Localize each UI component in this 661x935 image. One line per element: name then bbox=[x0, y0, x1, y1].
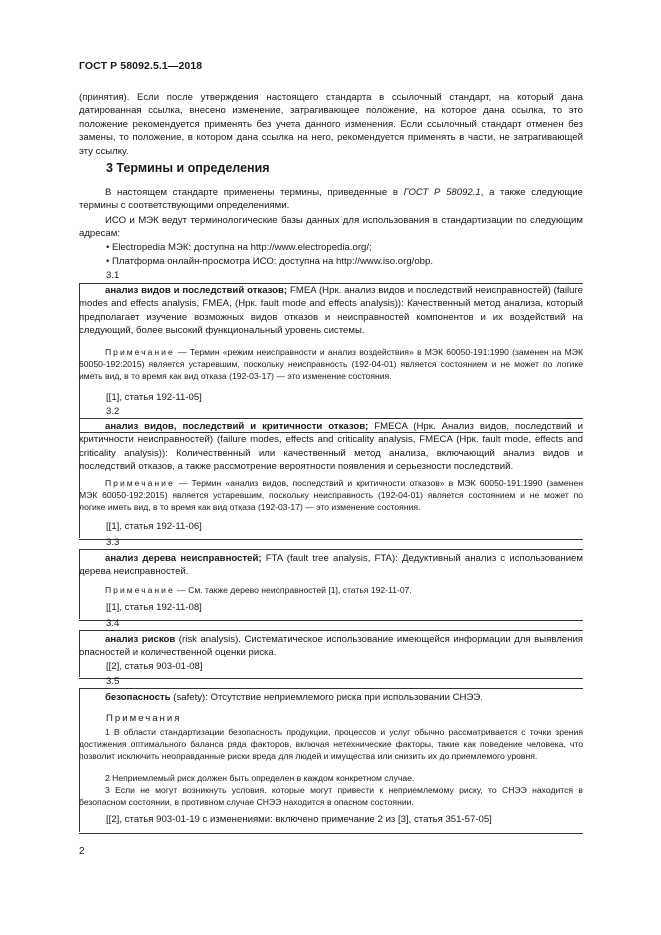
note-text: — Термин «режим неисправности и анализ воздействия» в МЭК 60050-191:1990 (заменен на МЭК 60050-192:2015) является устаревшим, поскольку неисправность (192-04-01) является состоянием и не может по логике иметь вид, в то время как вид отказа (192-03-17) — это изменение состояния. bbox=[79, 347, 583, 382]
term-definition bbox=[79, 691, 583, 704]
term-source: [[1], статья 192-11-06] bbox=[106, 521, 202, 532]
term-name: анализ видов, последствий и критичности отказов; bbox=[105, 421, 369, 432]
term-definition-text: FMECA (Нрк. Анализ видов, последствий и критичности неисправностей) (failure modes, effects and criticality analysis, FMECA (Нрк. fault mode, effects and criticality analysis)): Количественный или качественный метод анализа, включающий анализ видов и последствий отказов, а также рассмотрение вероятности появления и серьезности последствий. bbox=[79, 421, 583, 473]
terms-intro-text-end: , а также следующие термины с соответствующими определениями. bbox=[79, 187, 583, 212]
databases-paragraph: ИСО и МЭК ведут терминологические базы данных для использования в стандартизации по следующим адресам: bbox=[79, 215, 583, 240]
term-source: [[1], статья 192-11-05] bbox=[106, 392, 202, 403]
note-1: 1 В области стандартизации безопасность продукции, процессов и услуг обычно рассматривается с точки зрения достижения оптимального баланса ряда факторов, включая нетехнические факторы, такие как поведение человека, что позволит исключить неоправданные риски вреда для людей и имущества или снизить их до приемлемого уровня. bbox=[79, 727, 583, 762]
term-definition bbox=[79, 633, 583, 660]
note-3: 3 Если не могут возникнуть условия, которые могут привести к неприемлемому риску, то СНЭЭ находится в безопасном состоянии, в противном случае СНЭЭ находится в опасном состоянии. bbox=[79, 785, 583, 808]
term-note bbox=[79, 346, 583, 383]
term-definition bbox=[79, 284, 583, 338]
notes-label: Примечания bbox=[106, 713, 182, 724]
term-source: [[1], статья 192-11-08] bbox=[106, 602, 202, 613]
standard-header: ГОСТ Р 58092.5.1—2018 bbox=[79, 60, 203, 72]
term-definition-text: (risk analysis). Систематическое использование имеющейся информации для выявления опасностей и количественной оценки риска. bbox=[79, 634, 583, 659]
term-number: 3.4 bbox=[106, 618, 120, 629]
page-number: 2 bbox=[79, 846, 85, 857]
term-name: анализ рисков bbox=[105, 634, 176, 645]
terms-intro-text: В настоящем стандарте применены термины, приведенные в bbox=[105, 187, 404, 198]
note-label: Примечание bbox=[105, 585, 175, 595]
term-definition bbox=[79, 420, 583, 474]
term-number: 3.3 bbox=[106, 537, 120, 548]
standard-reference: ГОСТ Р 58092.1 bbox=[403, 187, 481, 198]
bullet-electropedia: • Electropedia МЭК: доступна на http://www.electropedia.org/; bbox=[106, 242, 372, 253]
term-definition-text: FMEA (Нрк. анализ видов и последствий неисправностей) (failure modes and effects analysis, FMEA, (Нрк. fault mode and effects analysis)): Качественный метод анализа, который предполагает изучение возможных видов отказов и неисправностей компонентов и их воздействий на следующий, более высокий функциональный уровень системы. bbox=[79, 285, 583, 337]
intro-paragraph: (принятия). Если после утверждения настоящего стандарта в ссылочный стандарт, на который дана датированная ссылка, внесено изменение, затрагивающее положение, на которое дана ссылка, то это положение рекомендуется применять без учета данного изменения. Если ссылочный стандарт отменен без замены, то положение, в котором дана ссылка на него, рекомендуется применять в части, не затрагивающей эту ссылку. bbox=[79, 92, 583, 157]
term-source: [[2], статья 903-01-19 с изменениями: включено примечание 2 из [3], статья 351-57-05] bbox=[106, 814, 492, 825]
term-source: [[2], статья 903-01-08] bbox=[106, 661, 203, 672]
term-name: анализ дерева неисправностей; bbox=[105, 553, 262, 564]
section-title: 3 Термины и определения bbox=[106, 161, 270, 175]
terms-intro-paragraph bbox=[79, 186, 583, 213]
term-name: анализ видов и последствий отказов; bbox=[105, 285, 288, 296]
term-number: 3.1 bbox=[106, 270, 120, 281]
term-definition-text: FTA (fault tree analysis, FTA): Дедуктивный анализ с использованием дерева неисправностей. bbox=[79, 553, 583, 578]
note-label: Примечание bbox=[105, 478, 175, 488]
note-2: 2 Неприемлемый риск должен быть определен в каждом конкретном случае. bbox=[105, 773, 415, 783]
note-text: — См. также дерево неисправностей [1], статья 192-11-07. bbox=[174, 585, 412, 595]
term-definition-text: (safety): Отсутствие неприемлемого риска при использовании СНЭЭ. bbox=[170, 692, 483, 703]
term-definition bbox=[79, 552, 583, 579]
term-note bbox=[79, 477, 583, 514]
term-number: 3.2 bbox=[106, 406, 120, 417]
bullet-iso-obp: • Платформа онлайн-просмотра ИСО: доступна на http://www.iso.org/obp. bbox=[106, 256, 434, 267]
term-note bbox=[79, 584, 583, 596]
note-label: Примечание bbox=[105, 347, 175, 357]
term-number: 3.5 bbox=[106, 676, 120, 687]
note-text: — Термин «анализ видов, последствий и критичности отказов» в МЭК 60050-191:1990 (заменен МЭК 60050-192:2015) является устаревшим, поскольку неисправность (192-04-01) является состоянием и не может по логике иметь вид, в то время как вид отказа (192-03-17) — это изменение состояния. bbox=[79, 478, 583, 513]
term-name: безопасность bbox=[105, 692, 171, 703]
